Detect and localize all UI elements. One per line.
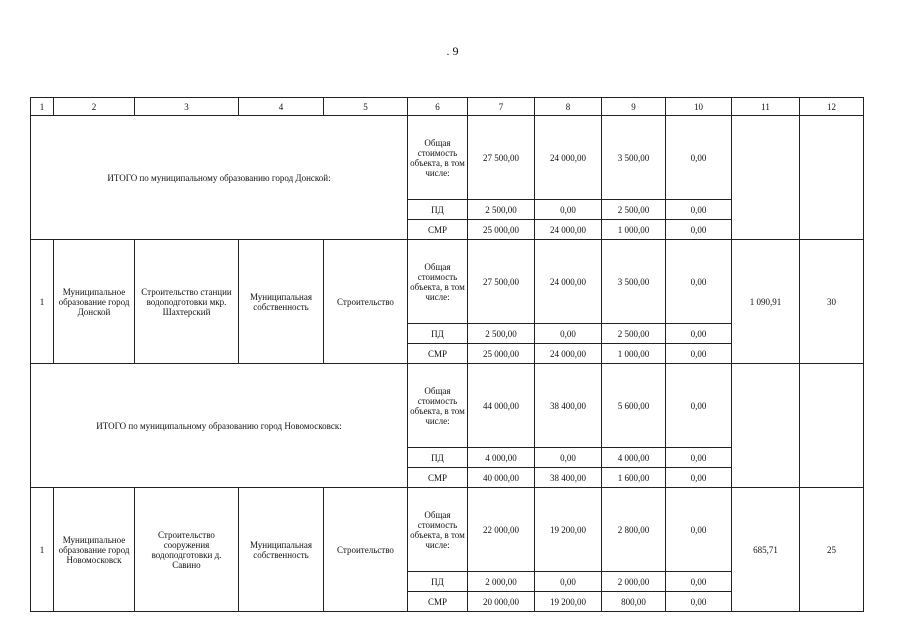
cost-label-cell: ПД [408,324,468,344]
investment-table [30,97,864,612]
value-cell: 40 000,00 [468,468,535,488]
value-cell: 19 200,00 [535,592,602,612]
capacity-cell [732,364,800,488]
cost-label-cell: СМР [408,344,468,364]
value-cell: 0,00 [666,116,732,200]
cost-label-cell: ПД [408,572,468,592]
value-cell: 2 500,00 [468,200,535,220]
cost-label-cell: ПД [408,448,468,468]
cost-label-cell: Общая стоимость объекта, в том числе: [408,488,468,572]
object-name-cell: Строительство станции водоподготовки мкр. Шахтерский [135,240,239,364]
extra-cell [800,364,864,488]
value-cell: 0,00 [666,488,732,572]
object-name-cell: Строительство сооружения водоподготовки д. Савино [135,488,239,612]
header-cell: 11 [732,98,800,116]
value-cell: 38 400,00 [535,364,602,448]
value-cell: 0,00 [666,324,732,344]
extra-cell: 25 [800,488,864,612]
ownership-cell: Муниципальная собственность [239,488,324,612]
value-cell: 2 500,00 [602,200,666,220]
capacity-cell [732,116,800,240]
total-title: ИТОГО по муниципальному образованию город Новомосковск: [31,364,408,488]
header-row [31,98,864,116]
value-cell: 0,00 [666,448,732,468]
value-cell: 2 500,00 [602,324,666,344]
value-cell: 0,00 [666,592,732,612]
value-cell: 4 000,00 [602,448,666,468]
header-cell: 7 [468,98,535,116]
value-cell: 0,00 [666,220,732,240]
header-cell: 9 [602,98,666,116]
value-cell: 0,00 [535,200,602,220]
value-cell: 22 000,00 [468,488,535,572]
value-cell: 1 000,00 [602,220,666,240]
header-cell: 8 [535,98,602,116]
value-cell: 2 000,00 [602,572,666,592]
total-row [31,364,864,448]
total-title: ИТОГО по муниципальному образованию город Донской: [31,116,408,240]
value-cell: 25 000,00 [468,220,535,240]
value-cell: 24 000,00 [535,344,602,364]
header-cell: 4 [239,98,324,116]
value-cell: 1 600,00 [602,468,666,488]
header-cell: 3 [135,98,239,116]
header-cell: 10 [666,98,732,116]
value-cell: 19 200,00 [535,488,602,572]
value-cell: 0,00 [666,572,732,592]
value-cell: 2 800,00 [602,488,666,572]
value-cell: 24 000,00 [535,240,602,324]
value-cell: 0,00 [666,200,732,220]
value-cell: 0,00 [535,448,602,468]
header-cell: 12 [800,98,864,116]
value-cell: 0,00 [666,468,732,488]
value-cell: 0,00 [535,324,602,344]
total-row [31,116,864,200]
cost-label-cell: Общая стоимость объекта, в том числе: [408,364,468,448]
value-cell: 2 500,00 [468,324,535,344]
header-cell: 1 [31,98,54,116]
value-cell: 38 400,00 [535,468,602,488]
work-type-cell: Строительство [324,488,408,612]
page-number: . 9 [446,44,459,58]
object-row [31,488,864,572]
header-cell: 6 [408,98,468,116]
value-cell: 0,00 [666,364,732,448]
value-cell: 3 500,00 [602,240,666,324]
value-cell: 25 000,00 [468,344,535,364]
cost-label-cell: Общая стоимость объекта, в том числе: [408,116,468,200]
cost-label-cell: ПД [408,200,468,220]
value-cell: 44 000,00 [468,364,535,448]
value-cell: 800,00 [602,592,666,612]
value-cell: 0,00 [666,344,732,364]
cost-label-cell: Общая стоимость объекта, в том числе: [408,240,468,324]
value-cell: 4 000,00 [468,448,535,468]
work-type-cell: Строительство [324,240,408,364]
capacity-cell: 685,71 [732,488,800,612]
value-cell: 24 000,00 [535,220,602,240]
value-cell: 2 000,00 [468,572,535,592]
value-cell: 27 500,00 [468,116,535,200]
extra-cell [800,116,864,240]
municipality-cell: Муниципальное образование город Донской [54,240,135,364]
extra-cell: 30 [800,240,864,364]
value-cell: 3 500,00 [602,116,666,200]
cost-label-cell: СМР [408,468,468,488]
capacity-cell: 1 090,91 [732,240,800,364]
value-cell: 20 000,00 [468,592,535,612]
value-cell: 5 600,00 [602,364,666,448]
header-cell: 5 [324,98,408,116]
value-cell: 0,00 [666,240,732,324]
value-cell: 24 000,00 [535,116,602,200]
value-cell: 27 500,00 [468,240,535,324]
cost-label-cell: СМР [408,220,468,240]
value-cell: 0,00 [535,572,602,592]
header-cell: 2 [54,98,135,116]
value-cell: 1 000,00 [602,344,666,364]
cost-label-cell: СМР [408,592,468,612]
municipality-cell: Муниципальное образование город Новомосковск [54,488,135,612]
ownership-cell: Муниципальная собственность [239,240,324,364]
row-number: 1 [31,488,54,612]
row-number: 1 [31,240,54,364]
object-row [31,240,864,324]
